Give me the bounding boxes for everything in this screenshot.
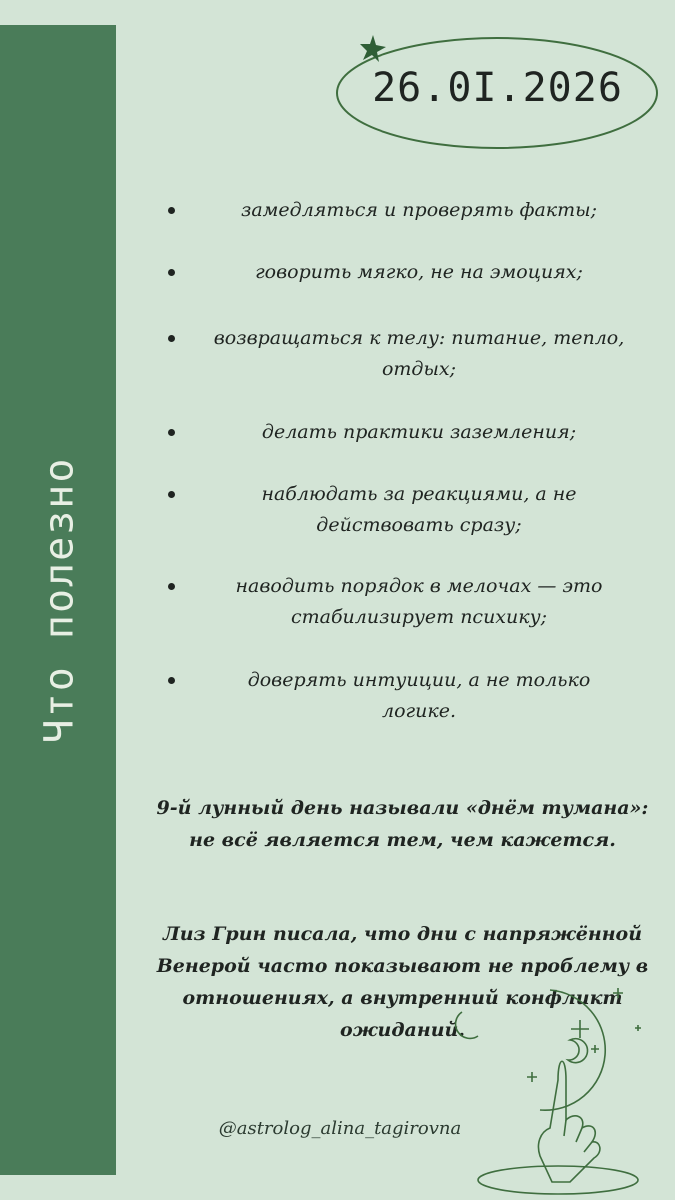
- side-title: [35, 455, 83, 745]
- bullet-icon: [168, 429, 175, 436]
- tip-item: [160, 257, 640, 288]
- tip-text: наблюдать за реакциями, а не действовать сразу;: [261, 483, 577, 536]
- tip-item: [160, 417, 640, 448]
- date-text: 26.0I.2026: [372, 65, 623, 111]
- tip-text: делать практики заземления;: [261, 421, 577, 443]
- bullet-icon: [168, 269, 175, 276]
- lunar-day-fact: 9-й лунный день называли «днём тумана»: не всё является тем, чем кажется.: [156, 797, 649, 851]
- tip-item: [160, 323, 640, 385]
- tip-text: наводить порядок в мелочах — это стабилизирует психику;: [235, 575, 603, 628]
- bullet-icon: [168, 207, 175, 214]
- tip-text: замедляться и проверять факты;: [240, 199, 598, 221]
- bullet-icon: [168, 491, 175, 498]
- tip-item: [160, 665, 640, 727]
- tip-text: доверять интуиции, а не только логике.: [247, 669, 591, 722]
- liz-greene-quote: Лиз Грин писала, что дни с напряжённой Венерой часто показывают не проблему в отношениях, а внутренний конфликт ожиданий.: [156, 923, 649, 1041]
- bullet-icon: [168, 335, 175, 342]
- side-title-text: Что полезно: [36, 456, 82, 744]
- author-handle: @astrolog_alina_tagirovna: [218, 1118, 462, 1139]
- tip-item: [160, 571, 640, 633]
- hand-moon-illustration-icon: [440, 960, 670, 1200]
- tip-text: говорить мягко, не на эмоциях;: [255, 261, 583, 283]
- tip-item: [160, 479, 640, 541]
- date-badge: [325, 25, 670, 160]
- tip-item: [160, 195, 640, 226]
- tip-text: возвращаться к телу: питание, тепло, отдых;: [213, 327, 625, 380]
- bullet-icon: [168, 583, 175, 590]
- bullet-icon: [168, 677, 175, 684]
